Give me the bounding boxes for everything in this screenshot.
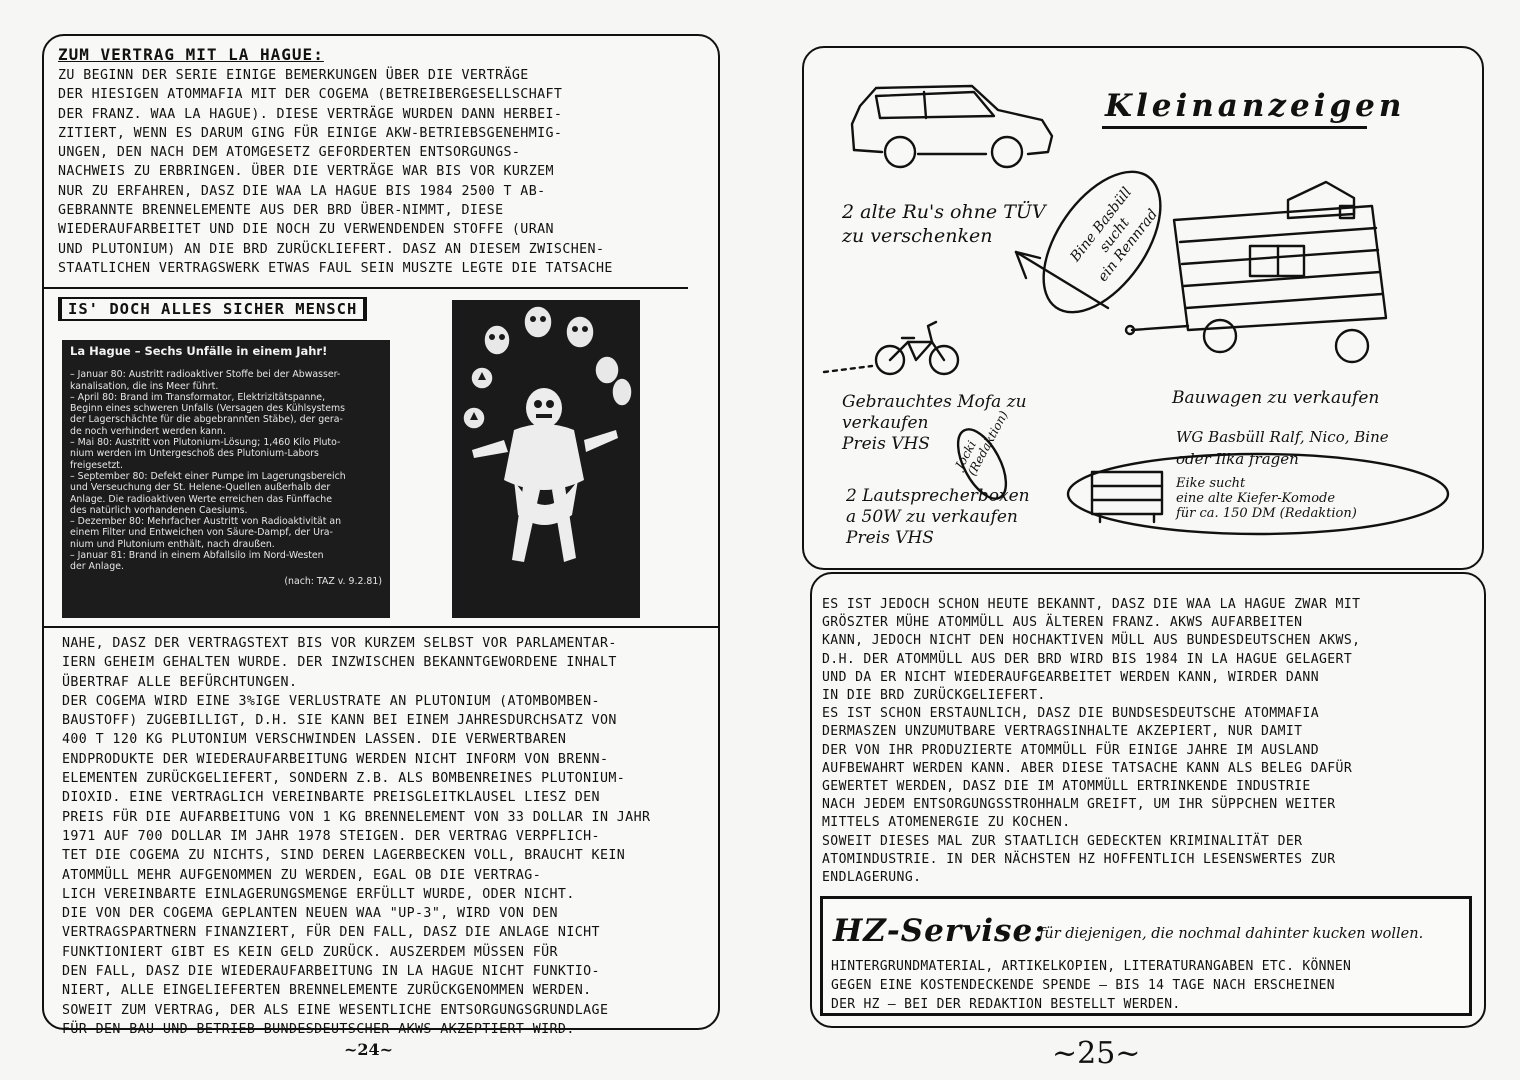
page-number-left: ~24~ [344,1040,394,1059]
ad-wagon: Bauwagen zu verkaufen [1172,388,1380,408]
clipping-line: Anlage. Die radioaktiven Werte erreichen das Fünffache [70,493,332,505]
ad-mofa-contact: Jocki (Redaktion) [952,408,1011,479]
clipping-line: einem Filter und Entweichen von Säure-Dampf, der Ura- [70,527,333,539]
right-body-text: ES IST JEDOCH SCHON HEUTE BEKANNT, DASZ DIE WAA LA HAGUE ZWAR MIT GRÖSZTER MÜHE ATOMMÜLL AUS ÄLTEREN FRANZ. AKWS AUFARBEITEN KANN, JEDOCH NICHT DEN HOCHAKTIVEN MÜLL AUS BUNDESDEUTSCHEN AKWS, D.H. DER ATOMMÜLL AUS DER BRD WIRD BIS 1984 IN LA HAGUE GELAGERT UND DA ER NICHT WIEDERAUFGEARBEITET WERDEN KANN, WIRDER DANN IN DIE BRD ZURÜCKGELIEFERT. ES IST SCHON ERSTAUNLICH, DASZ DIE BUNDSESDEUTSCHE ATOMMAFIA DERMASZEN UNZUMUTBARE VERTRAGSINHALTE AKZEPIERT, NUR DAMIT DER VON IHR PRODUZIERTE ATOMMÜLL FÜR EINIGE JAHRE IM AUSLAND AUFBEWAHRT WERDEN KANN. ABER DIESE TATSACHE KANN ALS BELEG DAFÜR GEWERTET WERDEN, DASZ DIE IM ATOMMÜLL ERTRINKENDE INDUSTRIE NACH JEDEM ENTSORGUNGSSTROHHALM GREIFT, UM IHR SÜPPCHEN WEITER MITTELS ATOMENERGIE ZU KOCHEN. SOWEIT DIESES MAL ZUR STAATLICH GEDECKTEN KRIMINALITÄT DER ATOMINDUSTRIE. IN DER NÄCHSTEN HZ HOFFENTLICH LESENSWERTES ZUR ENDLAGERUNG. [822,597,1361,886]
clipping-line: nium und Plutonium enthält, nach draußen. [70,538,275,550]
clipping-line: – September 80: Defekt einer Pumpe im Lagerungsbereich [70,470,346,482]
ad-bubble: Bine Basbüll sucht ein Rennrad [1067,184,1162,285]
clipping-line: kanalisation, die ins Meer führt. [70,380,219,392]
ad-dresser: Eike sucht eine alte Kiefer-Komode für ca. 150 DM (Redaktion) [1176,476,1357,521]
clipping-line: de noch verhindert werden kann. [70,425,226,437]
divider-line [44,287,688,289]
clipping-line: Beginn eines schweren Unfalls (Versagen des Kühlsystems [70,403,346,415]
section-heading: IS' DOCH ALLES SICHER MENSCH [58,297,367,321]
clipping-title: La Hague – Sechs Unfälle in einem Jahr! [70,344,328,358]
ad-mofa: Gebrauchtes Mofa zu verkaufen Preis VHS [842,392,1027,454]
service-box [820,896,1472,1016]
main-text: NAHE, DASZ DER VERTRAGSTEXT BIS VOR KURZEM SELBST VOR PARLAMENTAR- IERN GEHEIM GEHALTEN WURDE. DER INZWISCHEN BEKANNTGEWORDENE INHALT ÜBERTRAF ALLE BEFÜRCHTUNGEN. DER COGEMA WIRD EINE 3%IGE VERLUSTRATE AN PLUTONIUM (ATOMBOMBEN- BAUSTOFF) ZUGEBILLIGT, D.H. SIE KANN BEI EINEM JAHRESDURCHSATZ VON 400 T 120 KG PLUTONIUM VERSCHWINDEN LASSEN. DIE VERWERTBAREN ENDPRODUKTE DER WIEDERAUFARBEITUNG WERDEN NICHT INFORM VON BRENN- ELEMENTEN ZURÜCKGELIEFERT, SONDERN Z.B. ALS BOMBENREINES PLUTONIUM- DIOXID. EINE VERTRAGLICH VEREINBARTE PREISGLEITKLAUSEL LIESZ DEN PREIS FÜR DIE AUFARBEITUNG VON 1 KG BRENNELEMENT VON 33 DOLLAR IN JAHR 1971 AUF 700 DOLLAR IM JAHR 1978 STEIGEN. DER VERTRAG VERPFLICH- TET DIE COGEMA ZU NICHTS, SIND DEREN LAGERBECKEN VOLL, BRAUCHT KEIN ATOMMÜLL MEHR AUFGENOMMEN ZU WERDEN, EGAL OB DIE VERTRAG- LICH VEREINBARTE EINLAGERUNGSMENGE ERFÜLLT WURDE, ODER NICHT. DIE VON DER COGEMA GEPLANTEN NEUEN WAA "UP-3", WIRD VON DEN VERTRAGSPARTNERN FINANZIERT, FÜR DEN FALL, DASZ DIE ANLAGE NICHT FUNKTIONIERT GIBT ES KEIN GELD ZURÜCK. AUSZERDEM MÜSSEN FÜR DEN FALL, DASZ DIE WIEDERAUFARBEITUNG IN LA HAGUE NICHT FUNKTIO- NIERT, ALLE EINGELIEFERTEN BRENNELEMENTE ZURÜCKGENOMMEN WERDEN. SOWEIT ZUM VERTRAG, DER ALS EINE WESENTLICHE ENTSORGUNGSGRUNDLAGE FÜR DEN BAU UND BETRIEB BUNDESDEUTSCHER AKWS AKZEPTIERT WIRD. [62,636,651,1037]
bicycle-drawing [824,322,958,374]
clipping-line: und Verseuchung der St. Helene-Quellen außerhalb der [70,482,331,494]
clipping-line: der Anlage. [70,561,124,573]
newspaper-clipping [62,340,390,618]
clipping-line: – Dezember 80: Mehrfacher Austritt von Radioaktivität an [70,516,342,528]
page-number-right: ~25~ [1052,1036,1141,1071]
clipping-line: – April 80: Brand im Transformator, Elektrizitätspanne, [70,391,326,403]
service-subtitle: für diejenigen, die nochmal dahinter kucken wollen. [1039,926,1424,942]
clipping-source: (nach: TAZ v. 9.2.81) [284,575,382,587]
clipping-line: nium werden im Untergeschoß des Plutonium-Labors [70,448,319,460]
clipping-line: des natürlich vorhandenen Caesiums. [70,504,248,516]
clipping-line: freigesetzt. [70,459,123,471]
juggler-poster-image [452,300,640,618]
service-title: HZ-Servise: [833,913,1046,949]
ad-cars: 2 alte Ru's ohne TÜV zu verschenken [842,201,1046,247]
service-text: HINTERGRUNDMATERIAL, ARTIKELKOPIEN, LITERATURANGABEN ETC. KÖNNEN GEGEN EINE KOSTENDECKENDE SPENDE — BIS 14 TAGE NACH ERSCHEINEN DER HZ — BEI DER REDAKTION BESTELLT WERDEN. [831,959,1352,1012]
clipping-line: – Januar 81: Brand in einem Abfallsilo im Nord-Westen [70,550,324,562]
ad-speakers: 2 Lautsprecherboxen a 50W zu verkaufen Preis VHS [846,486,1030,548]
clipping-line: – Mai 80: Austritt von Plutonium-Lösung; 1,460 Kilo Pluto- [70,437,341,449]
contract-heading: ZUM VERTRAG MIT LA HAGUE: [58,45,324,64]
ad-wagon-contact: WG Basbüll Ralf, Nico, Bine oder Ilka fragen [1176,428,1389,468]
intro-text: ZU BEGINN DER SERIE EINIGE BEMERKUNGEN ÜBER DIE VERTRÄGE DER HIESIGEN ATOMMAFIA MIT DER COGEMA (BETREIBERGESELLSCHAFT DER FRANZ. WAA LA HAGUE). DIESE VERTRÄGE WURDEN DANN HERBEI- ZITIERT, WENN ES DARUM GING FÜR EINIGE AKW-BETRIEBSGENEHMIG- UNGEN, DEN NACH DEM ATOMGESETZ GEFORDERTEN ENTSORGUNGS- NACHWEIS ZU ERBRINGEN. ÜBER DIE VERTRÄGE WAR BIS VOR KURZEM NUR ZU ERFAHREN, DASZ DIE WAA LA HAGUE BIS 1984 2500 T AB- GEBRANNTE BRENNELEMENTE AUS DER BRD ÜBER-NIMMT, DIESE WIEDERAUFARBEITET UND DIE NOCH ZU VERWENDENDEN STOFFE (URAN UND PLUTONIUM) AN DIE BRD ZURÜCKLIEFERT. DASZ AN DIESEM ZWISCHEN- STAATLICHEN VERTRAGSWERK ETWAS FAUL SEIN MUSZTE LEGTE DIE TATSACHE [58,68,613,276]
skull-juggler-illustration [452,300,640,618]
divider-line [44,626,720,628]
ads-title: Kleinanzeigen [1105,88,1406,124]
clipping-line: – Januar 80: Austritt radioaktiver Stoffe bei der Abwasser- [70,369,341,381]
car-drawing [852,86,1052,167]
clipping-line: der Lagerschächte für die abgebrannten Stäbe), der gera- [70,414,343,426]
